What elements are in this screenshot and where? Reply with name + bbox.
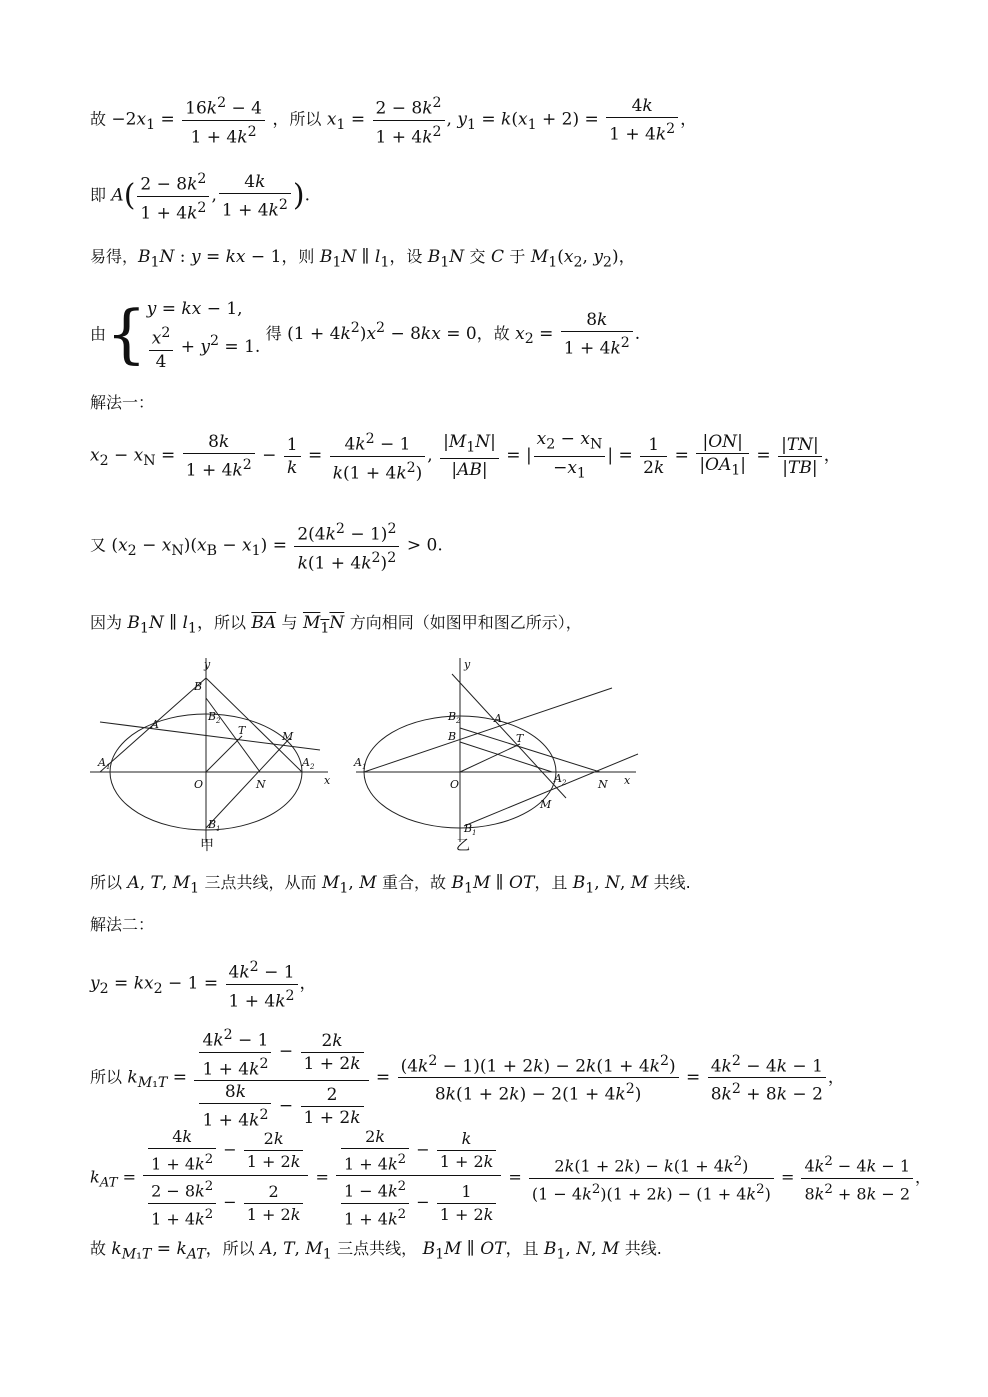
label-a1-right: A xyxy=(354,756,362,769)
label-y-right: y xyxy=(464,658,471,671)
line-4: 由{ y = kx − 1, $\frac{x^2}{4}$ + $y^2 = 1$. 得 $(1 + 4k^2)x^2 - 8kx = 0$，故 $x_2$ = $\frac{8k}{1 + 4k^2}$ . xyxy=(90,297,641,372)
label-a1-left: A xyxy=(98,756,106,769)
label-b1-left: B xyxy=(208,818,217,831)
label-m-left: M xyxy=(282,730,294,743)
line-3: 易得，$B_1N$ : y = kx − 1，则 $B_1N$ ∥ $l_1$，设 $B_1N$ 交 C 于 $M_1(x_2$, $y_2$)， xyxy=(90,247,636,271)
line-10: 所以 $k_{M_1T}$ = $\frac{4k^2 - 1}{1 + 4k^2}$ − $\frac{2k}{1 + 2k}$ $\frac{8k}{1 + 4k^2}$ − $\frac{2}{1 + 2k}$ = $\frac{(4k^2 - 1)(1 + 2k) - 2k(1 + 4k^2)}{8k(1 + 2k) - 2(1 + 4k^2)}$ = $\frac{4k^2 - 4k - 1}{8k^2 + 8k - 2}$ ， xyxy=(90,1024,845,1132)
label-t-right: T xyxy=(516,732,524,745)
line-ot-right xyxy=(460,744,520,772)
label-a-left: A xyxy=(151,718,159,731)
label-a2-sub-right: 2 xyxy=(562,779,567,787)
label-a2-left: A xyxy=(302,756,310,769)
caption-jia: 甲 xyxy=(200,838,214,854)
label-y-left: y xyxy=(204,658,211,671)
label-b1-sub-left: 1 xyxy=(216,825,221,833)
method-one-heading: 解法一： xyxy=(90,393,155,412)
label-b2-right: B xyxy=(448,710,457,723)
line-b2n-right xyxy=(460,728,600,772)
label-m-right: M xyxy=(540,798,552,811)
method-two-heading: 解法二： xyxy=(90,915,155,934)
label-b2-sub-left: 2 xyxy=(216,717,221,725)
line-12: 故 $k_{M_1T} = k_{AT}$，所以 A, T, $M_1$ 三点共线， $B_1M$ ∥ OT，且 $B_1$, N, M 共线. xyxy=(90,1239,662,1263)
label-t-left: T xyxy=(238,724,246,737)
label-n-right: N xyxy=(598,778,608,791)
caption-yi: 乙 xyxy=(456,838,470,854)
figures xyxy=(90,648,650,860)
line-5: $x_2 - x_N$ = $\frac{8k}{1 + 4k^2}$ − $\frac{1}{k}$ = $\frac{4k^2 - 1}{k(1 + 4k^2)}$ , $\frac{|M_1N|}{|AB|}$ = | $\frac{x_2 - x_N}{-x_1}$ | = $\frac{1}{2k}$ = $\frac{|ON|}{|OA_1|}$ = $\frac{|TN|}{|TB|}$ ， xyxy=(90,429,841,484)
label-a1-sub-right: 1 xyxy=(362,763,367,771)
line-b1m-right xyxy=(464,754,638,826)
figure-jia xyxy=(90,658,328,842)
label-o-left: O xyxy=(194,778,204,791)
line-2: 即 A( $\frac{2 - 8k^2}{1 + 4k^2}$ , $\frac{4k}{1 + 4k^2}$ ). xyxy=(90,168,310,224)
label-b-right: B xyxy=(448,730,457,743)
line-8: 所以 A, T, $M_1$ 三点共线，从而 $M_1$, M 重合，故 $B_1M$ ∥ OT，且 $B_1$, N, M 共线. xyxy=(90,873,691,897)
label-a2-right: A xyxy=(554,772,562,785)
label-x-right: x xyxy=(624,774,631,787)
label-x-left: x xyxy=(324,774,331,787)
line-6: 又 $(x_2 - x_N)(x_B - x_1)$ = $\frac{2(4k^2 - 1)^2}{k(1 + 4k^2)^2}$ > 0. xyxy=(90,518,443,574)
label-a-right: A xyxy=(494,712,502,725)
line-9: $y_2 = kx_2 - 1$ = $\frac{4k^2 - 1}{1 + 4k^2}$ ， xyxy=(90,956,317,1012)
label-o-right: O xyxy=(450,778,460,791)
line-7: 因为 $B_1N$ ∥ $l_1$，所以 $\overline{BA}$ 与 $M_1N$ 方向相同（如图甲和图乙所示）， xyxy=(90,613,582,637)
figure-yi xyxy=(356,658,638,842)
line-11: $k_{AT}$ = $\frac{4k}{1 + 4k^2}$ − $\frac{2k}{1 + 2k}$ $\frac{2 - 8k^2}{1 + 4k^2}$ − $\frac{2}{1 + 2k}$ = $\frac{2k}{1 + 4k^2}$ − $\frac{k}{1 + 2k}$ $\frac{1 - 4k^2}{1 + 4k^2}$ − $\frac{1}{1 + 2k}$ = $\frac{2k(1 + 2k) - k(1 + 4k^2)}{(1 - 4k^2)(1 + 2k) - (1 + 4k^2)}$ = $\frac{4k^2 - 4k - 1}{8k^2 + 8k - 2}$ ， xyxy=(90,1127,932,1228)
line-ot xyxy=(206,736,242,772)
geometry-figures xyxy=(90,648,650,856)
label-b1-sub-right: 1 xyxy=(472,829,477,837)
line-1: 故 $-2x_1$ = $\frac{16k^2 - 4}{1 + 4k^2}$ ，所以 $x_1$ = $\frac{2 - 8k^2}{1 + 4k^2}$ , $y_1 = k(x_1 + 2)$ = $\frac{4k}{1 + 4k^2}$ ， xyxy=(90,92,697,148)
label-b2-sub-right: 2 xyxy=(456,717,461,725)
label-b1-right: B xyxy=(464,822,473,835)
label-a1-sub-left: 1 xyxy=(106,763,111,771)
line-b1m xyxy=(206,738,290,828)
label-b-left: B xyxy=(194,680,203,693)
label-a2-sub-left: 2 xyxy=(310,763,315,771)
label-b2-left: B xyxy=(208,710,217,723)
label-n-left: N xyxy=(256,778,266,791)
line-bn-right xyxy=(460,742,552,772)
